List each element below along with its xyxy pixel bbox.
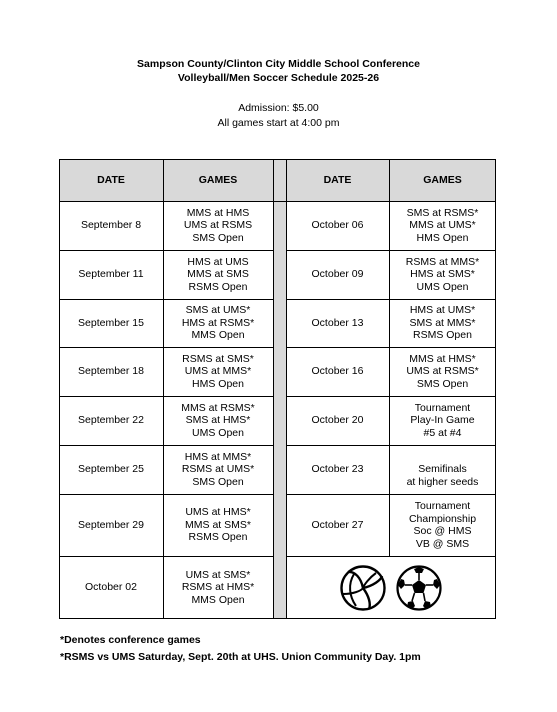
grid-line bbox=[286, 445, 496, 446]
grid-line bbox=[59, 159, 496, 160]
start-time-text: All games start at 4:00 pm bbox=[217, 117, 340, 129]
grid-line bbox=[59, 159, 60, 619]
header-date-left: DATE bbox=[59, 159, 163, 201]
title-line-1: Sampson County/Clinton City Middle School Conference bbox=[137, 58, 420, 70]
game-line: SMS Open bbox=[192, 475, 244, 488]
date-cell-left: September 8 bbox=[80, 219, 142, 232]
game-line: UMS Open bbox=[192, 426, 244, 439]
games-cell-left bbox=[163, 201, 273, 250]
game-line: MMS at SMS bbox=[187, 268, 249, 281]
game-line: RSMS at HMS* bbox=[181, 581, 255, 594]
date-cell-left: October 02 bbox=[85, 581, 137, 594]
game-line: MMS Open bbox=[191, 329, 245, 342]
date-cell-right: October 27 bbox=[311, 518, 364, 531]
game-line: Play-In Game bbox=[410, 414, 475, 427]
games-cell-left bbox=[163, 556, 273, 619]
date-cell-right: October 23 bbox=[311, 463, 364, 476]
game-line: VB @ SMS bbox=[415, 537, 470, 550]
game-line: SMS at RSMS* bbox=[406, 206, 479, 219]
grid-line bbox=[59, 494, 273, 495]
game-line: HMS Open bbox=[192, 377, 244, 390]
schedule-table bbox=[59, 159, 496, 619]
date-cell-right: October 09 bbox=[311, 268, 364, 281]
game-line: MMS at HMS* bbox=[409, 352, 476, 365]
game-line: UMS at MMS* bbox=[184, 365, 252, 378]
grid-line bbox=[59, 396, 273, 397]
grid-line bbox=[286, 396, 496, 397]
game-line: HMS at SMS* bbox=[410, 268, 475, 281]
header-games-right: GAMES bbox=[389, 159, 496, 201]
date-cell-left: September 15 bbox=[78, 316, 144, 329]
games-cell-left bbox=[163, 396, 273, 445]
grid-line bbox=[286, 494, 496, 495]
games-cell-right bbox=[389, 396, 496, 445]
game-line: MMS at SMS* bbox=[185, 518, 251, 531]
grid-line bbox=[286, 556, 496, 557]
date-cell-left: September 22 bbox=[78, 414, 144, 427]
game-line: Championship bbox=[408, 512, 477, 525]
games-cell-right bbox=[389, 250, 496, 299]
game-line: MMS at HMS bbox=[186, 206, 250, 219]
grid-line bbox=[59, 347, 273, 348]
grid-line bbox=[59, 556, 273, 557]
date-cell-right: October 06 bbox=[311, 219, 364, 232]
game-line: UMS Open bbox=[416, 280, 469, 293]
grid-line bbox=[389, 159, 390, 556]
games-cell-right bbox=[389, 201, 496, 250]
game-line: MMS at UMS* bbox=[409, 219, 476, 232]
game-line: UMS at RSMS bbox=[183, 219, 253, 232]
note-saturday-game: *RSMS vs UMS Saturday, Sept. 20th at UHS. Union Community Day. 1pm bbox=[60, 651, 421, 663]
game-line: SMS at UMS* bbox=[185, 304, 251, 317]
grid-line bbox=[59, 618, 496, 619]
game-line: UMS at RSMS* bbox=[406, 365, 479, 378]
game-line: RSMS at MMS* bbox=[405, 255, 480, 268]
header-date-right: DATE bbox=[286, 159, 389, 201]
games-cell-right bbox=[389, 347, 496, 396]
note-conference-games: *Denotes conference games bbox=[60, 634, 201, 646]
volleyball-icon bbox=[339, 564, 387, 612]
date-cell-left: September 11 bbox=[78, 268, 144, 281]
games-cell-right bbox=[389, 494, 496, 556]
soccer-ball-icon bbox=[395, 564, 443, 612]
game-line: SMS Open bbox=[192, 231, 244, 244]
date-cell-right: October 20 bbox=[311, 414, 364, 427]
ball-icons-cell bbox=[286, 556, 496, 619]
date-cell-right: October 16 bbox=[311, 365, 364, 378]
game-line: Tournament bbox=[414, 500, 471, 512]
games-cell-left bbox=[163, 299, 273, 347]
games-cell-left bbox=[163, 494, 273, 556]
game-line: HMS Open bbox=[416, 231, 469, 244]
date-cell-left: September 25 bbox=[78, 463, 144, 476]
grid-line bbox=[286, 347, 496, 348]
grid-line bbox=[495, 159, 496, 619]
date-cell-right: October 13 bbox=[311, 316, 364, 329]
games-cell-right bbox=[389, 445, 496, 494]
games-cell-left bbox=[163, 347, 273, 396]
date-cell-left: September 18 bbox=[78, 365, 144, 378]
game-line: MMS at RSMS* bbox=[181, 401, 255, 414]
date-cell-left: September 29 bbox=[78, 518, 144, 531]
game-line: Semifinals bbox=[418, 463, 467, 476]
game-line: #5 at #4 bbox=[423, 426, 462, 439]
grid-line bbox=[59, 250, 273, 251]
grid-line bbox=[163, 159, 164, 619]
game-line: RSMS Open bbox=[188, 280, 248, 293]
grid-line bbox=[59, 299, 273, 300]
game-line: at higher seeds bbox=[406, 475, 479, 488]
game-line: SMS at HMS* bbox=[185, 414, 251, 427]
grid-line bbox=[59, 445, 273, 446]
game-line: RSMS Open bbox=[413, 329, 472, 342]
table-divider-column bbox=[273, 159, 286, 619]
game-line: SMS Open bbox=[416, 377, 469, 390]
games-cell-left bbox=[163, 250, 273, 299]
game-line: Tournament bbox=[414, 401, 471, 414]
games-cell-left bbox=[163, 445, 273, 494]
admission-text: Admission: $5.00 bbox=[238, 102, 319, 114]
grid-line bbox=[286, 299, 496, 300]
grid-line bbox=[59, 201, 496, 202]
title-line-2: Volleyball/Men Soccer Schedule 2025-26 bbox=[177, 72, 380, 84]
game-line: Soc @ HMS bbox=[413, 525, 472, 537]
header-games-left: GAMES bbox=[163, 159, 273, 201]
game-line: UMS at SMS* bbox=[185, 568, 251, 581]
game-line: RSMS at SMS* bbox=[182, 352, 254, 365]
grid-line bbox=[286, 250, 496, 251]
games-cell-right bbox=[389, 299, 496, 347]
game-line: UMS at HMS* bbox=[185, 506, 251, 519]
game-line: RSMS Open bbox=[188, 531, 248, 544]
grid-line bbox=[273, 159, 274, 619]
game-line: HMS at UMS* bbox=[409, 304, 476, 317]
game-line: MMS Open bbox=[191, 593, 245, 606]
game-line: HMS at RSMS* bbox=[181, 316, 255, 329]
game-line: RSMS at UMS* bbox=[181, 463, 255, 476]
game-line: HMS at MMS* bbox=[184, 450, 252, 463]
game-line: SMS at MMS* bbox=[409, 316, 476, 329]
game-line: HMS at UMS bbox=[187, 255, 249, 268]
grid-line bbox=[286, 159, 287, 619]
